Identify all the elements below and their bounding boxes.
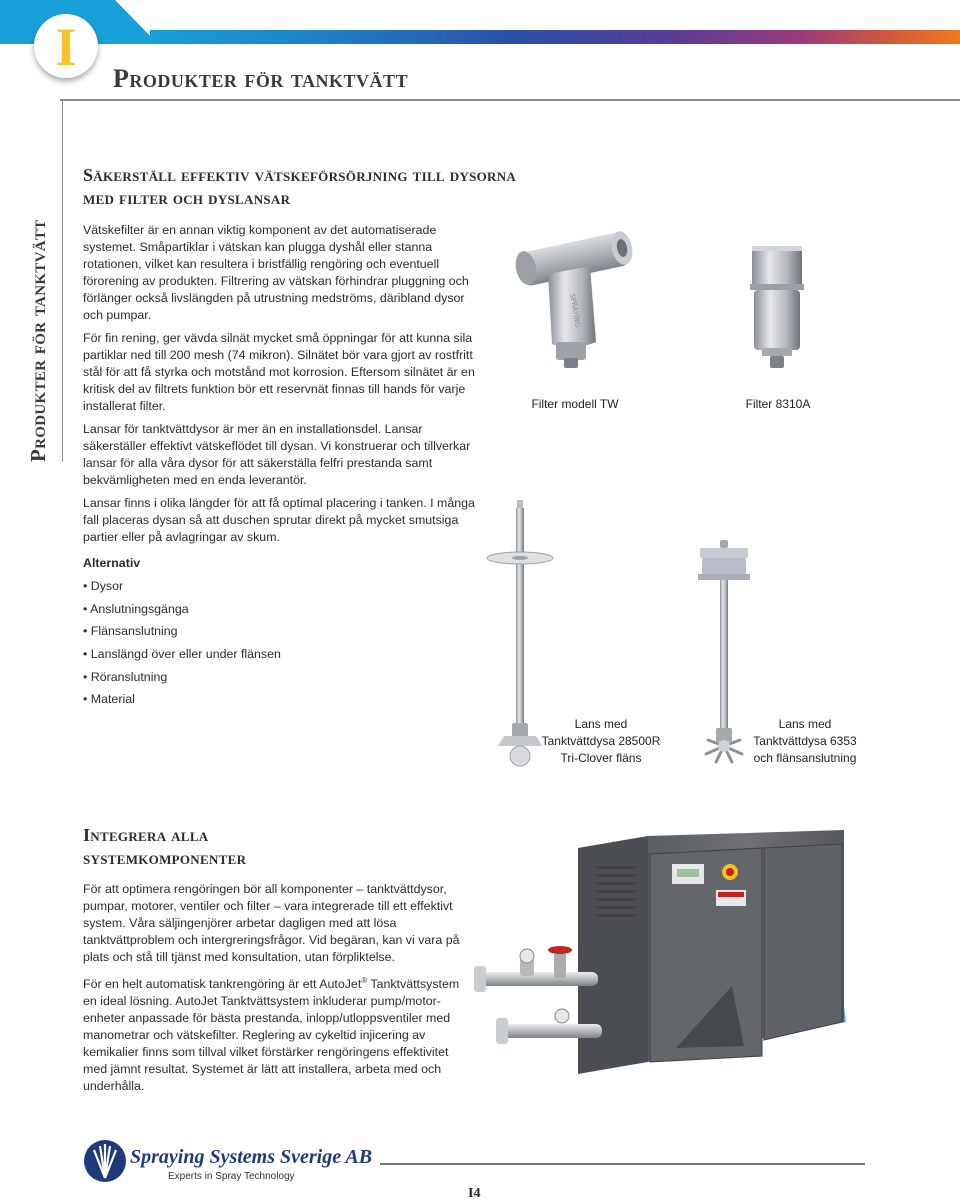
section-body-integration bbox=[83, 881, 468, 1101]
heading-line: Integrera alla bbox=[83, 825, 209, 845]
caption-filter-tw: Filter modell TW bbox=[531, 397, 619, 411]
list-item: • Röranslutning bbox=[83, 669, 168, 684]
list-item: • Material bbox=[83, 692, 135, 707]
list-item-text: Röranslutning bbox=[90, 669, 168, 684]
section-heading-filters bbox=[83, 164, 683, 210]
alternatives-heading: Alternativ bbox=[83, 556, 141, 570]
page-title: Produkter för tanktvätt bbox=[113, 64, 409, 93]
heading-line: Säkerställ effektiv vätskeförsörjning till dysorna bbox=[83, 165, 517, 185]
autojet-system-image bbox=[472, 826, 852, 1080]
svg-text:SPRAYING: SPRAYING bbox=[568, 292, 582, 329]
paragraph: För fin rening, ger vävda silnät mycket små öppningar för att kunna sila partiklar ned till 200 mesh (74 mikron). Silnätet bör vara gjort av rostfritt stål för att få styrka och motstånd mot korrosion. Eftersom silnätet är en kritisk del av filtrets funktion bör ett reservnät finnas till hands för varje installerat filter. bbox=[83, 331, 475, 413]
list-item: • Dysor bbox=[83, 579, 124, 593]
caption-line: och flänsanslutning bbox=[753, 751, 857, 765]
alternatives-list bbox=[83, 556, 383, 714]
section-heading-integration bbox=[83, 824, 383, 870]
list-item: • Lanslängd över eller under flänsen bbox=[83, 647, 281, 662]
caption-line: Lans med bbox=[574, 717, 628, 731]
list-item-text: Anslutningsgänga bbox=[90, 601, 189, 616]
list-item-text: Lanslängd över eller under flänsen bbox=[90, 647, 281, 662]
paragraph-text: För en helt automatisk tankrengöring är ett AutoJet bbox=[83, 977, 362, 992]
caption-line: Tanktvättdysa 6353 bbox=[753, 734, 857, 748]
heading-line: med filter och dyslansar bbox=[83, 188, 291, 208]
list-item-text: Material bbox=[90, 692, 135, 707]
paragraph-text: Tanktvättsystem en ideal lösning. AutoJet Tanktvättsystem inkluderar pump/motor-enheter anpassade för bästa prestanda, inlopp/utloppsventiler med manometrar och vätskefilter. Reglering av cykeltid injicering av kemikalier finns som tillval vilket förstärker rengöringens effektivitet med jämnt resultat. Systemet är lätt att installera, arbeta med och underhålla. bbox=[83, 977, 460, 1094]
title-rule bbox=[60, 99, 960, 101]
caption-line: Tri-Clover fläns bbox=[560, 751, 642, 765]
footer-tagline: Experts in Spray Technology bbox=[168, 1171, 295, 1182]
footer-rule bbox=[380, 1163, 865, 1165]
registered-mark: ® bbox=[361, 976, 368, 985]
section-body-filters bbox=[83, 222, 478, 552]
filter-tw-image bbox=[512, 224, 637, 374]
list-item: • Flänsanslutning bbox=[83, 624, 178, 639]
list-item-text: Flänsanslutning bbox=[90, 624, 178, 639]
paragraph: Vätskefilter är en annan viktig komponent av det automatiserade systemet. Småpartiklar i vätskan kan plugga dyshål eller stanna rotationen, vilket kan resultera i bristfällig rengöring och eventuell förorening av produkten. Filtrering av vätskan förhindrar pluggning och förlänger också livslängden på utrustning medströms, däribland dysor och pumpar. bbox=[83, 223, 469, 322]
footer-company-name: Spraying Systems Sverige AB bbox=[130, 1146, 373, 1168]
side-divider bbox=[62, 100, 63, 462]
page-number: I4 bbox=[468, 1186, 481, 1201]
filter-8310a-image bbox=[748, 244, 806, 372]
chapter-badge: I bbox=[34, 14, 98, 78]
paragraph bbox=[83, 972, 468, 1095]
caption-lance-6353 bbox=[740, 716, 870, 767]
header-color-band bbox=[0, 0, 960, 44]
list-item: • Anslutningsgänga bbox=[83, 601, 189, 616]
paragraph: Lansar finns i olika längder för att få optimal placering i tanken. I många fall placeras dysan så att duschen sprutar direkt på mycket smutsiga partier eller på avlagringar av skum. bbox=[83, 496, 475, 544]
list-item-text: Dysor bbox=[90, 579, 124, 593]
caption-filter-8310a: Filter 8310A bbox=[745, 397, 811, 411]
caption-lance-28500r bbox=[536, 716, 666, 767]
caption-line: Lans med bbox=[778, 717, 832, 731]
spraying-systems-logo-icon bbox=[82, 1138, 128, 1184]
paragraph: För att optimera rengöringen bör all komponenter – tanktvättdysor, pumpar, motorer, ventiler och filter – vara integrerade till ett effektivt system. Våra säljingenjörer arbetar dagligen med att lösa tanktvättproblem och intergreringsfrågor. Vid begäran, kan vi vara på plats och stå till tjänst med konsultation, utan förpliktelse. bbox=[83, 882, 460, 964]
caption-line: Tanktvättdysa 28500R bbox=[541, 734, 661, 748]
paragraph: Lansar för tanktvättdysor är mer än en installationsdel. Lansar säkerställer effektivt vätskeflödet till dysan. Vi konstruerar och tillverkar lansar för alla våra dysor för att säkerställa felfri prestanda samt bekvämligheten med en enda leverantör. bbox=[83, 422, 471, 487]
side-section-title: Produkter för tanktvätt bbox=[26, 219, 50, 462]
heading-line: systemkomponenter bbox=[83, 848, 247, 868]
